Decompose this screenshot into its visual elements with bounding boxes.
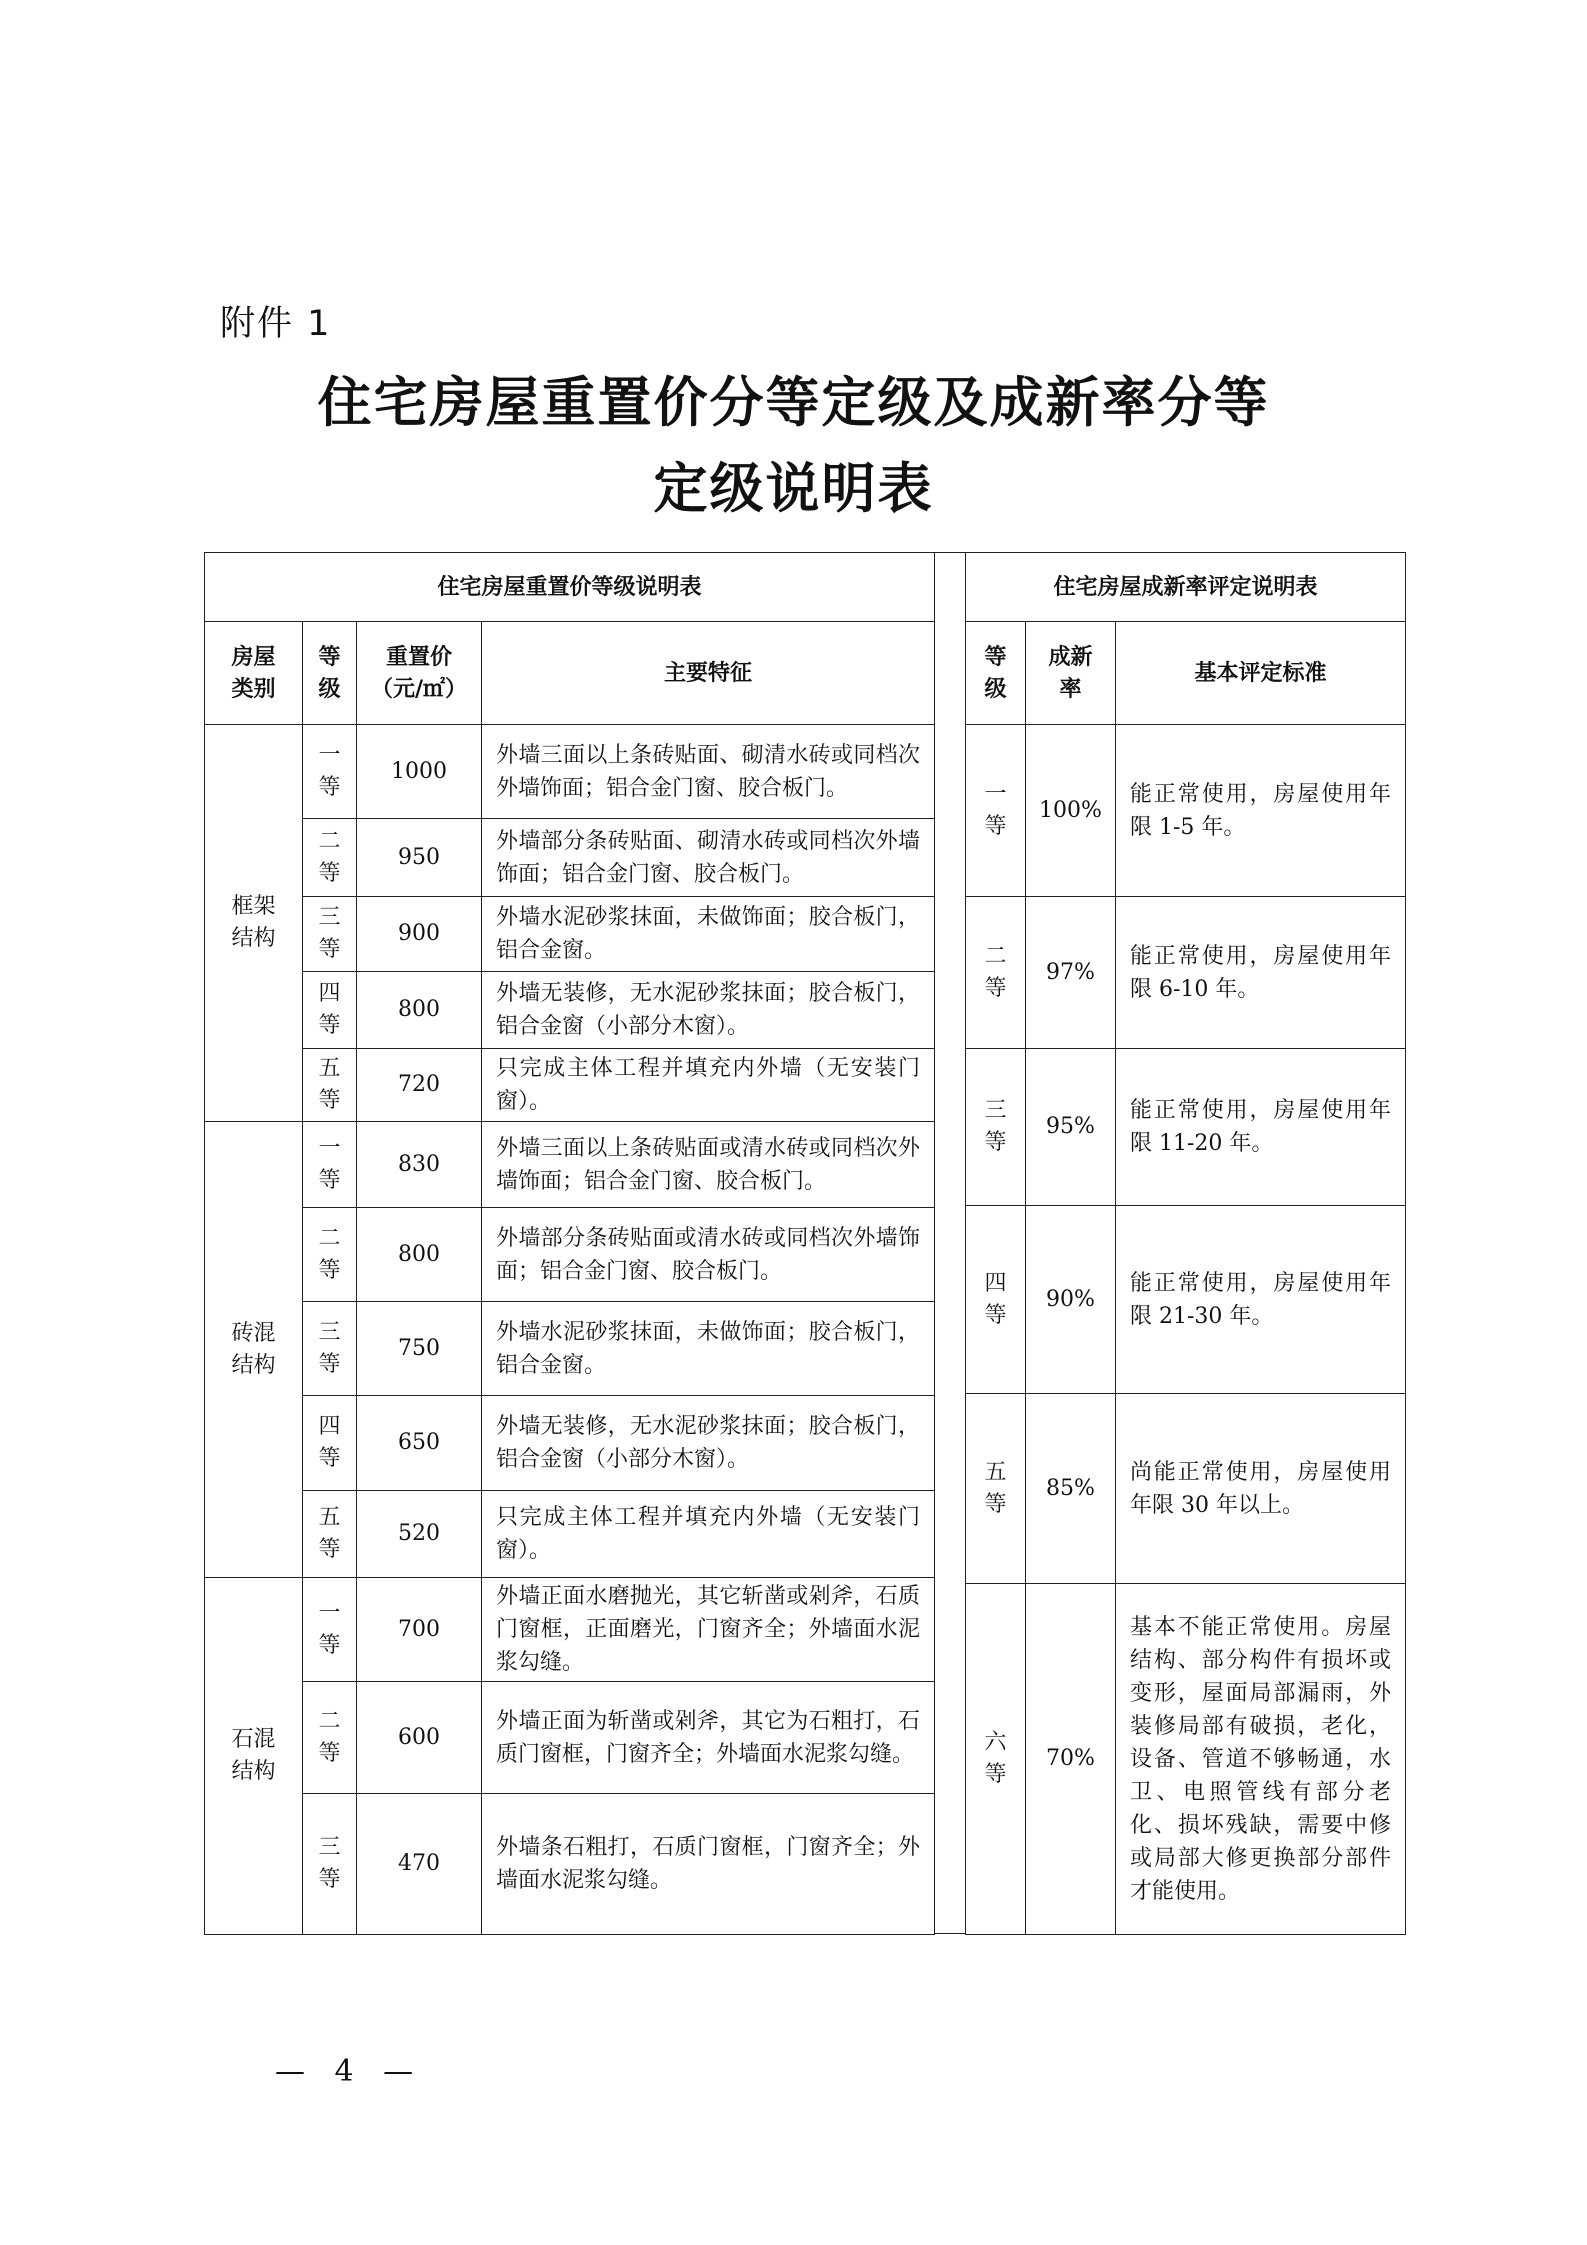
features-cell: 外墙无装修，无水泥砂浆抹面；胶合板门，铝合金窗（小部分木窗）。 — [482, 972, 935, 1049]
features-cell: 只完成主体工程并填充内外墙（无安装门窗）。 — [482, 1491, 935, 1578]
depreciation-rate-table — [965, 552, 1406, 1935]
header-grade: 等 级 — [966, 622, 1026, 725]
header-price: 重置价 （元/㎡） — [357, 622, 482, 725]
price-cell: 520 — [357, 1491, 482, 1578]
grade-cell: 二 等 — [303, 1208, 357, 1302]
table-row — [205, 819, 935, 897]
grade-cell: 五 等 — [303, 1491, 357, 1578]
table-row — [205, 897, 935, 972]
table-row — [205, 1208, 935, 1302]
rate-cell: 85% — [1026, 1394, 1116, 1584]
grade-cell: 一 等 — [966, 725, 1026, 897]
table-row — [205, 972, 935, 1049]
rate-cell: 100% — [1026, 725, 1116, 897]
features-cell: 外墙水泥砂浆抹面，未做饰面；胶合板门，铝合金窗。 — [482, 897, 935, 972]
rate-cell: 70% — [1026, 1584, 1116, 1935]
right-table-caption: 住宅房屋成新率评定说明表 — [966, 553, 1406, 622]
table-row — [966, 725, 1406, 897]
standard-cell: 基本不能正常使用。房屋结构、部分构件有损坏或变形，屋面局部漏雨，外装修局部有破损，老化，设备、管道不够畅通，水卫、电照管线有部分老化、损坏残缺，需要中修或局部大修更换部分部件才能使用。 — [1116, 1584, 1406, 1935]
features-cell: 外墙三面以上条砖贴面或清水砖或同档次外墙饰面；铝合金门窗、胶合板门。 — [482, 1122, 935, 1208]
grade-cell: 四 等 — [303, 972, 357, 1049]
header-standard: 基本评定标准 — [1116, 622, 1406, 725]
table-row — [205, 1682, 935, 1794]
table-row — [966, 1584, 1406, 1935]
grade-cell: 三 等 — [966, 1049, 1026, 1206]
page-number: — 4 — — [275, 2054, 424, 2089]
grade-cell: 三 等 — [303, 1794, 357, 1935]
grade-cell: 四 等 — [303, 1396, 357, 1491]
table-gap — [934, 552, 965, 1934]
grade-cell: 一 等 — [303, 1122, 357, 1208]
grade-cell: 五 等 — [966, 1394, 1026, 1584]
grade-cell: 二 等 — [303, 1682, 357, 1794]
document-title-line-1: 住宅房屋重置价分等定级及成新率分等 — [317, 370, 1270, 434]
features-cell: 外墙无装修，无水泥砂浆抹面；胶合板门，铝合金窗（小部分木窗）。 — [482, 1396, 935, 1491]
standard-cell: 能正常使用，房屋使用年限 21-30 年。 — [1116, 1206, 1406, 1394]
rate-cell: 90% — [1026, 1206, 1116, 1394]
header-category: 房屋 类别 — [205, 622, 303, 725]
price-cell: 1000 — [357, 725, 482, 819]
table-row — [966, 1206, 1406, 1394]
features-cell: 外墙部分条砖贴面、砌清水砖或同档次外墙饰面；铝合金门窗、胶合板门。 — [482, 819, 935, 897]
features-cell: 外墙正面水磨抛光，其它斩凿或剁斧，石质门窗框，正面磨光，门窗齐全；外墙面水泥浆勾缝。 — [482, 1578, 935, 1682]
grade-cell: 二 等 — [966, 897, 1026, 1049]
header-grade: 等 级 — [303, 622, 357, 725]
features-cell: 外墙水泥砂浆抹面，未做饰面；胶合板门，铝合金窗。 — [482, 1302, 935, 1396]
table-row — [966, 1049, 1406, 1206]
features-cell: 外墙部分条砖贴面或清水砖或同档次外墙饰面；铝合金门窗、胶合板门。 — [482, 1208, 935, 1302]
grade-cell: 一 等 — [303, 725, 357, 819]
standard-cell: 能正常使用，房屋使用年限 11-20 年。 — [1116, 1049, 1406, 1206]
table-row — [966, 1394, 1406, 1584]
price-cell: 700 — [357, 1578, 482, 1682]
replacement-price-grade-table — [204, 552, 935, 1935]
header-rate: 成新 率 — [1026, 622, 1116, 725]
category-cell: 砖混 结构 — [205, 1122, 303, 1578]
price-cell: 600 — [357, 1682, 482, 1794]
price-cell: 900 — [357, 897, 482, 972]
standard-cell: 尚能正常使用，房屋使用年限 30 年以上。 — [1116, 1394, 1406, 1584]
standard-cell: 能正常使用，房屋使用年限 6-10 年。 — [1116, 897, 1406, 1049]
price-cell: 800 — [357, 1208, 482, 1302]
table-row — [205, 725, 935, 819]
rate-cell: 97% — [1026, 897, 1116, 1049]
header-features: 主要特征 — [482, 622, 935, 725]
grade-cell: 四 等 — [966, 1206, 1026, 1394]
price-cell: 720 — [357, 1049, 482, 1122]
price-cell: 750 — [357, 1302, 482, 1396]
category-cell: 石混 结构 — [205, 1578, 303, 1935]
price-cell: 650 — [357, 1396, 482, 1491]
price-cell: 800 — [357, 972, 482, 1049]
grade-cell: 五 等 — [303, 1049, 357, 1122]
document-title-line-2: 定级说明表 — [653, 456, 934, 520]
table-row — [966, 897, 1406, 1049]
grade-cell: 三 等 — [303, 1302, 357, 1396]
price-cell: 830 — [357, 1122, 482, 1208]
table-row — [205, 1491, 935, 1578]
features-cell: 外墙三面以上条砖贴面、砌清水砖或同档次外墙饰面；铝合金门窗、胶合板门。 — [482, 725, 935, 819]
price-cell: 950 — [357, 819, 482, 897]
standard-cell: 能正常使用，房屋使用年限 1-5 年。 — [1116, 725, 1406, 897]
grade-cell: 六 等 — [966, 1584, 1026, 1935]
table-row — [205, 1578, 935, 1682]
features-cell: 只完成主体工程并填充内外墙（无安装门窗）。 — [482, 1049, 935, 1122]
table-row — [205, 1049, 935, 1122]
attachment-label: 附件 1 — [220, 304, 332, 344]
grade-cell: 一 等 — [303, 1578, 357, 1682]
table-row — [205, 1302, 935, 1396]
table-row — [205, 1794, 935, 1935]
features-cell: 外墙条石粗打，石质门窗框，门窗齐全；外墙面水泥浆勾缝。 — [482, 1794, 935, 1935]
rate-cell: 95% — [1026, 1049, 1116, 1206]
left-table-caption: 住宅房屋重置价等级说明表 — [205, 553, 935, 622]
price-cell: 470 — [357, 1794, 482, 1935]
category-cell: 框架 结构 — [205, 725, 303, 1122]
table-row — [205, 1396, 935, 1491]
features-cell: 外墙正面为斩凿或剁斧，其它为石粗打，石质门窗框，门窗齐全；外墙面水泥浆勾缝。 — [482, 1682, 935, 1794]
table-row — [205, 1122, 935, 1208]
grade-cell: 二 等 — [303, 819, 357, 897]
grade-cell: 三 等 — [303, 897, 357, 972]
